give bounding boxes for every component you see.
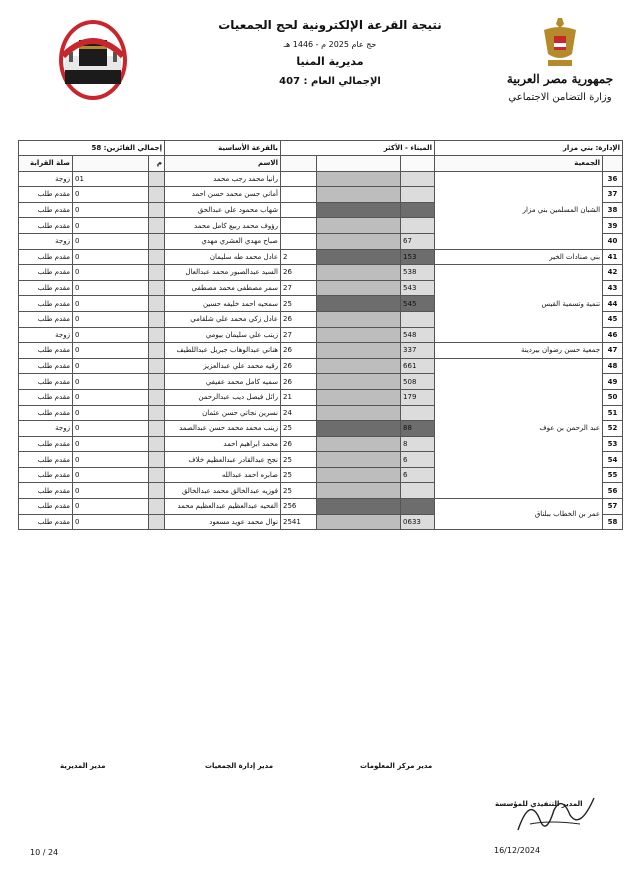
redacted-cell: [149, 389, 165, 405]
name-cell: هناني عبدالوهاب جبريل عبداللطيف: [165, 343, 281, 359]
redacted-cell: [149, 202, 165, 218]
redacted-cell: [317, 467, 401, 483]
row-index: 43: [603, 280, 623, 296]
relation-cell: مقدم طلب: [19, 436, 73, 452]
redacted-cell: [149, 467, 165, 483]
row-index: 46: [603, 327, 623, 343]
redacted-cell: [149, 233, 165, 249]
row-index: 37: [603, 187, 623, 203]
relation-cell: مقدم طلب: [19, 499, 73, 515]
relation-cell: مقدم طلب: [19, 296, 73, 312]
relation-cell: زوجة: [19, 421, 73, 437]
relation-cell: زوجة: [19, 327, 73, 343]
redacted-cell: [149, 452, 165, 468]
age-cell: 25: [281, 452, 317, 468]
code-cell: 545: [401, 296, 435, 312]
row-index: 45: [603, 311, 623, 327]
table-row: [19, 249, 623, 265]
name-cell: رقيه محمد علي عبدالعزيز: [165, 358, 281, 374]
age-cell: 2: [281, 249, 317, 265]
redacted-cell: [149, 343, 165, 359]
ref-cell: 0: [73, 233, 149, 249]
name-cell: رائل فيصل ديب عبدالرحمن: [165, 389, 281, 405]
ref-cell: 0: [73, 467, 149, 483]
ref-cell: 0: [73, 405, 149, 421]
code-cell: 508: [401, 374, 435, 390]
sig-executive: المدير التنفيذي للمؤسسة: [495, 800, 583, 808]
society-cell: عبد الرحمن بن عوف: [435, 358, 603, 498]
age-cell: [281, 233, 317, 249]
ministry-line1: جمهورية مصر العربية: [506, 72, 614, 86]
code-cell: 548: [401, 327, 435, 343]
redacted-cell: [317, 171, 401, 187]
code-cell: [401, 499, 435, 515]
redacted-cell: [317, 187, 401, 203]
relation-cell: مقدم طلب: [19, 514, 73, 530]
name-cell: نجح عبدالقادر عبدالعظيم خلاف: [165, 452, 281, 468]
code-cell: 67: [401, 233, 435, 249]
row-index: 41: [603, 249, 623, 265]
society-cell: بني صنادات الخير: [435, 249, 603, 265]
name-cell: زينب محمد محمد حسن عبدالصمد: [165, 421, 281, 437]
redacted-cell: [317, 343, 401, 359]
page-title: نتيجة القرعة الإلكترونية لحج الجمعيات: [218, 18, 442, 32]
code-cell: 661: [401, 358, 435, 374]
name-cell: شهاب محمود علي عبدالحق: [165, 202, 281, 218]
row-index: 47: [603, 343, 623, 359]
ministry-emblem: [500, 14, 620, 114]
relation-cell: مقدم طلب: [19, 249, 73, 265]
ref-cell: 0: [73, 311, 149, 327]
society-cell: تنمية وتسمية القيس: [435, 265, 603, 343]
row-index: 50: [603, 389, 623, 405]
name-cell: أماني حسن محمد حسن احمد: [165, 187, 281, 203]
eagle-icon: [500, 14, 620, 72]
route-label: الميناء - الأكثر: [281, 141, 435, 156]
relation-cell: مقدم طلب: [19, 389, 73, 405]
redacted-cell: [149, 483, 165, 499]
name-cell: نوال محمد عويد مسعود: [165, 514, 281, 530]
redacted-cell: [317, 483, 401, 499]
redacted-cell: [149, 327, 165, 343]
table-row: [19, 499, 623, 515]
code-cell: 0633: [401, 514, 435, 530]
table-row: [19, 343, 623, 359]
table-row: [19, 171, 623, 187]
code-cell: 543: [401, 280, 435, 296]
redacted-cell: [317, 296, 401, 312]
print-date: 16/12/2024: [494, 846, 541, 855]
sig-societies: مدير إدارة الجمعيات: [205, 762, 274, 770]
name-cell: زينب علي سليمان بيومي: [165, 327, 281, 343]
name-cell: الفحيه عبدالعظيم عبدالعظيم محمد: [165, 499, 281, 515]
ref-cell: 01: [73, 171, 149, 187]
ref-cell: 0: [73, 343, 149, 359]
admin-label: الإدارة: بني مزار: [435, 141, 623, 156]
redacted-cell: [317, 405, 401, 421]
table-row: [19, 265, 623, 281]
winners-count: إجمالي الفائزين: 58: [19, 141, 165, 156]
row-index: 44: [603, 296, 623, 312]
redacted-cell: [149, 249, 165, 265]
code-cell: 6: [401, 467, 435, 483]
name-cell: سمحيه احمد خليفه حسين: [165, 296, 281, 312]
age-cell: [281, 171, 317, 187]
redacted-cell: [317, 436, 401, 452]
redacted-cell: [149, 296, 165, 312]
redacted-cell: [317, 452, 401, 468]
ref-cell: 0: [73, 280, 149, 296]
redacted-cell: [149, 218, 165, 234]
relation-cell: زوجة: [19, 171, 73, 187]
code-cell: 337: [401, 343, 435, 359]
code-cell: 538: [401, 265, 435, 281]
page-number: 10 / 24: [30, 848, 59, 857]
relation-cell: مقدم طلب: [19, 265, 73, 281]
age-cell: [281, 218, 317, 234]
row-index: 51: [603, 405, 623, 421]
col-relation-header: صلة القرابة: [19, 156, 73, 172]
redacted-cell: [149, 514, 165, 530]
relation-cell: مقدم طلب: [19, 202, 73, 218]
row-index: 48: [603, 358, 623, 374]
redacted-cell: [317, 311, 401, 327]
society-cell: جمعية حسن رضوان بيردينة: [435, 343, 603, 359]
sig-directorate: مدير المديرية: [60, 762, 106, 770]
table-row: [19, 358, 623, 374]
code-cell: 153: [401, 249, 435, 265]
relation-cell: مقدم طلب: [19, 187, 73, 203]
code-cell: 8: [401, 436, 435, 452]
redacted-cell: [317, 233, 401, 249]
name-cell: فوزيه عبدالخالق محمد عبدالخالق: [165, 483, 281, 499]
hajj-logo: [55, 16, 131, 104]
age-cell: 25: [281, 296, 317, 312]
relation-cell: مقدم طلب: [19, 483, 73, 499]
name-cell: سمر مصطفى محمد مصطفى: [165, 280, 281, 296]
redacted-cell: [149, 280, 165, 296]
row-index: 42: [603, 265, 623, 281]
redacted-cell: [149, 436, 165, 452]
redacted-cell: [149, 421, 165, 437]
age-cell: 24: [281, 405, 317, 421]
code-cell: [401, 405, 435, 421]
row-index: 38: [603, 202, 623, 218]
age-cell: 25: [281, 467, 317, 483]
age-cell: 2541: [281, 514, 317, 530]
redacted-cell: [149, 311, 165, 327]
relation-cell: مقدم طلب: [19, 311, 73, 327]
relation-cell: مقدم طلب: [19, 218, 73, 234]
name-cell: نسرين نجاتي حسن عثمان: [165, 405, 281, 421]
redacted-cell: [149, 499, 165, 515]
redacted-cell: [149, 405, 165, 421]
redacted-cell: [317, 327, 401, 343]
ref-cell: 0: [73, 327, 149, 343]
name-cell: صابره احمد عبدالله: [165, 467, 281, 483]
row-index: 54: [603, 452, 623, 468]
redacted-cell: [149, 358, 165, 374]
ref-cell: 0: [73, 187, 149, 203]
age-cell: 25: [281, 421, 317, 437]
redacted-cell: [317, 202, 401, 218]
age-cell: 25: [281, 483, 317, 499]
col-id-header: م: [149, 156, 165, 172]
name-cell: السيد عبدالصبور محمد عبدالعال: [165, 265, 281, 281]
handwritten-signature: [510, 790, 600, 840]
society-cell: الشبان المسلمين بني مزار: [435, 171, 603, 249]
age-cell: 256: [281, 499, 317, 515]
redacted-cell: [317, 514, 401, 530]
row-index: 58: [603, 514, 623, 530]
ref-cell: 0: [73, 265, 149, 281]
code-cell: [401, 483, 435, 499]
directorate-label: مديرية المنيا: [296, 55, 364, 68]
col-name-header: الاسم: [165, 156, 281, 172]
name-cell: عادل زكي محمد علي شلقامي: [165, 311, 281, 327]
col-index-header: [603, 156, 623, 172]
season-label: حج عام 2025 م - 1446 هـ: [283, 40, 377, 49]
row-index: 57: [603, 499, 623, 515]
redacted-cell: [149, 265, 165, 281]
society-cell: عمر بن الخطاب ببلناق: [435, 499, 603, 530]
ref-cell: 0: [73, 483, 149, 499]
redacted-cell: [317, 265, 401, 281]
relation-cell: مقدم طلب: [19, 343, 73, 359]
redacted-cell: [149, 187, 165, 203]
age-cell: 27: [281, 280, 317, 296]
ministry-line2: وزارة التضامن الاجتماعي: [508, 92, 612, 103]
code-cell: [401, 311, 435, 327]
redacted-cell: [281, 156, 317, 172]
ref-cell: 0: [73, 218, 149, 234]
redacted-cell: [317, 218, 401, 234]
age-cell: 26: [281, 358, 317, 374]
code-cell: [401, 171, 435, 187]
ref-cell: 0: [73, 452, 149, 468]
name-cell: رؤوف محمد ربيع كامل محمد: [165, 218, 281, 234]
age-cell: 26: [281, 374, 317, 390]
row-index: 40: [603, 233, 623, 249]
redacted-cell: [149, 171, 165, 187]
name-cell: محمد ابراهيم احمد: [165, 436, 281, 452]
sig-info-center: مدير مركز المعلومات: [360, 762, 433, 770]
age-cell: 21: [281, 389, 317, 405]
age-cell: 26: [281, 436, 317, 452]
relation-cell: زوجة: [19, 233, 73, 249]
ref-cell: 0: [73, 436, 149, 452]
code-cell: [401, 202, 435, 218]
code-cell: 88: [401, 421, 435, 437]
ref-cell: 0: [73, 499, 149, 515]
info-row: [19, 141, 623, 156]
redacted-cell: [317, 280, 401, 296]
code-cell: [401, 218, 435, 234]
relation-cell: مقدم طلب: [19, 467, 73, 483]
lottery-label: بالقرعة الأساسية: [165, 141, 281, 156]
ref-cell: 0: [73, 421, 149, 437]
age-cell: [281, 202, 317, 218]
ref-cell: 0: [73, 202, 149, 218]
row-index: 53: [603, 436, 623, 452]
relation-cell: مقدم طلب: [19, 280, 73, 296]
name-cell: صباح مهدي العشري مهدي: [165, 233, 281, 249]
redacted-cell: [317, 358, 401, 374]
ref-cell: 0: [73, 374, 149, 390]
redacted-cell: [317, 421, 401, 437]
row-index: 55: [603, 467, 623, 483]
relation-cell: مقدم طلب: [19, 405, 73, 421]
ref-cell: 0: [73, 389, 149, 405]
redacted-cell: [317, 156, 401, 172]
age-cell: 26: [281, 311, 317, 327]
name-cell: عادل محمد طه سليمان: [165, 249, 281, 265]
ref-cell: 0: [73, 249, 149, 265]
name-cell: رانيا محمد رجب محمد: [165, 171, 281, 187]
relation-cell: مقدم طلب: [19, 358, 73, 374]
age-cell: [281, 187, 317, 203]
total-label: الإجمالي العام : 407: [279, 76, 381, 87]
row-index: 36: [603, 171, 623, 187]
row-index: 39: [603, 218, 623, 234]
row-index: 56: [603, 483, 623, 499]
age-cell: 27: [281, 327, 317, 343]
col-society-header: الجمعية: [435, 156, 603, 172]
ref-cell: 0: [73, 514, 149, 530]
redacted-cell: [317, 249, 401, 265]
ref-cell: 0: [73, 358, 149, 374]
code-cell: [401, 187, 435, 203]
name-cell: سميه كامل محمد عفيفي: [165, 374, 281, 390]
row-index: 49: [603, 374, 623, 390]
relation-cell: مقدم طلب: [19, 452, 73, 468]
code-cell: 179: [401, 389, 435, 405]
age-cell: 26: [281, 343, 317, 359]
redacted-cell: [317, 389, 401, 405]
column-header-row: [19, 156, 623, 172]
redacted-cell: [401, 156, 435, 172]
redacted-cell: [149, 374, 165, 390]
relation-cell: مقدم طلب: [19, 374, 73, 390]
redacted-cell: [317, 374, 401, 390]
redacted-cell: [317, 499, 401, 515]
ref-cell: 0: [73, 296, 149, 312]
age-cell: 26: [281, 265, 317, 281]
redacted-cell: [73, 156, 149, 172]
row-index: 52: [603, 421, 623, 437]
code-cell: 6: [401, 452, 435, 468]
results-table: [18, 140, 623, 530]
